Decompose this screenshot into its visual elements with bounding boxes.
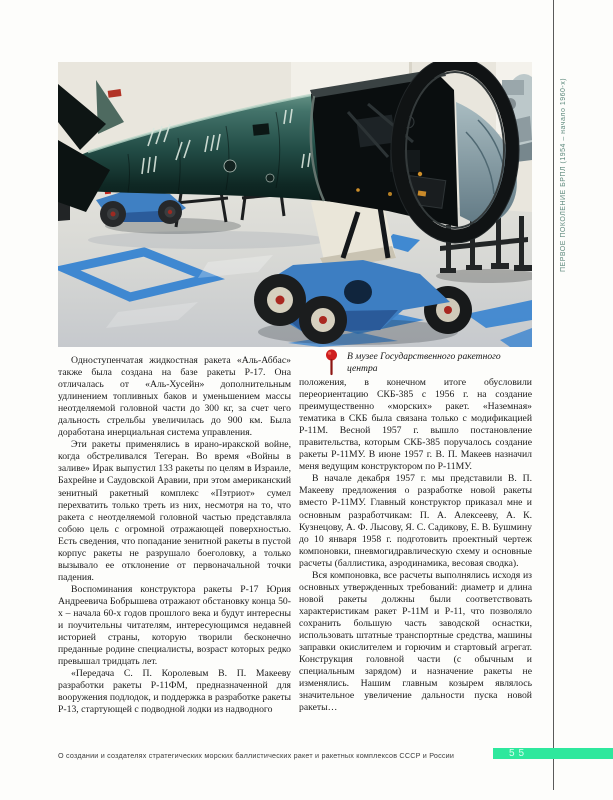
museum-photo (58, 62, 532, 347)
paragraph: В начале декабря 1957 г. мы представили В. П. Макееву предложения о разработке новой ракеты вместо Р-11МУ. Главный конструктор приказал мне и основным разработчикам: П. А. Алексееву, А. К. Кузнецову, А. Ф. Лысову, Я. С. Садикову, Е. В. Бушмину до 10 января 1958 г. подготовить проектный чертеж компоновки, пневмогидравлическую схему и основные расчеты (баллистика, аэродинамика, весовая сводка). (299, 473, 532, 569)
paragraph: Эти ракеты применялись в ирано-иракской войне, когда обстреливался Тегеран. Во время «Войны в заливе» Ирак выпустил 133 ракеты по целям в Израиле, Бахрейне и Саудовской Аравии, при этом американский зенитный ракетный комплекс «Пэтриот» сумел перехватить только треть из них, несмотря на то, что ракета с неотделяемой головной частью представляла собою цель с огромной отражающей поверхностью. Есть сведения, что попадание зенитной ракеты в пустой корпус ракеты не разрушало боеголовку, а только вызывало ее отклонение от первоначальной точки падения. (58, 439, 291, 583)
page-number-bar (493, 748, 613, 759)
text-column-left (58, 355, 291, 716)
paragraph: Одноступенчатая жидкостная ракета «Аль-Аббас» также была создана на базе ракеты Р-17. Она отличалась от «Аль-Хусейн» дополнительным удлинением топливных баков и уменьшением массы неотделяемой головной части до 300 кг, за счет чего дальность стрельбы увеличилась до 900 км. Была доработана инерциальная система управления. (58, 355, 291, 439)
photo-caption (322, 349, 534, 380)
caption-text: В музее Государственного ракетного центра (347, 351, 501, 374)
footer-running-title: О создании и создателях стратегических морских баллистических ракет и ракетных комплексов СССР и России (58, 751, 455, 760)
page-number: 55 (509, 747, 529, 759)
paragraph: Воспоминания конструктора ракеты Р-17 Юрия Андреевича Бобрышева отражают обстановку конца 50-х – начала 60-х годов прошлого века и будут интересны и поучительны читателям, интересующимся недавней историей страны, которую творили бесконечно преданные родине специалисты, возраст которых редко превышал тридцать лет. (58, 583, 291, 668)
paragraph: Вся компоновка, все расчеты выполнялись исходя из основных утвержденных требований: диаметр и длина новой ракеты должны были соответствовать характеристикам ракет Р-11М и Р-11, что позволяло сохранить большую часть заводской оснастки, использовать штатные транспортные средства, машины заправки окислителем и горючим и стартовый агрегат. Конструкция головной части (с обычным и специальным зарядом) и назначение ракеты не изменялись. Нашим главным козырем являлось значительное увеличение дальности пуска новой ракеты… (299, 569, 532, 714)
location-pin-icon (325, 349, 338, 380)
chapter-sidebar-title: ПЕРВОЕ ПОКОЛЕНИЕ БРПЛ (1954 – начало 1960-х) (560, 77, 567, 272)
missile-photo-illustration (58, 62, 532, 347)
sidebar-rule (553, 0, 554, 790)
text-column-right (299, 377, 532, 714)
paragraph: положения, в конечном итоге обусловили переориентацию СКБ-385 с 1956 г. на создание преимущественно «морских» ракет. «Наземная» тематика в СКБ была связана только с модификацией Р-11М. Весной 1957 г. вышло постановление правительства, которым СКБ-385 поручалось создание ракеты Р-11МУ. В июне 1957 г. В. П. Макеев назначил меня ведущим конструктором по Р-11МУ. (299, 377, 532, 473)
paragraph: «Передача С. П. Королевым В. П. Макееву разработки ракеты Р-11ФМ, предназначенной для вооружения подлодок, и поддержка в разработке ракеты Р-13, стартующей с подводной лодки из надводного (58, 668, 291, 716)
